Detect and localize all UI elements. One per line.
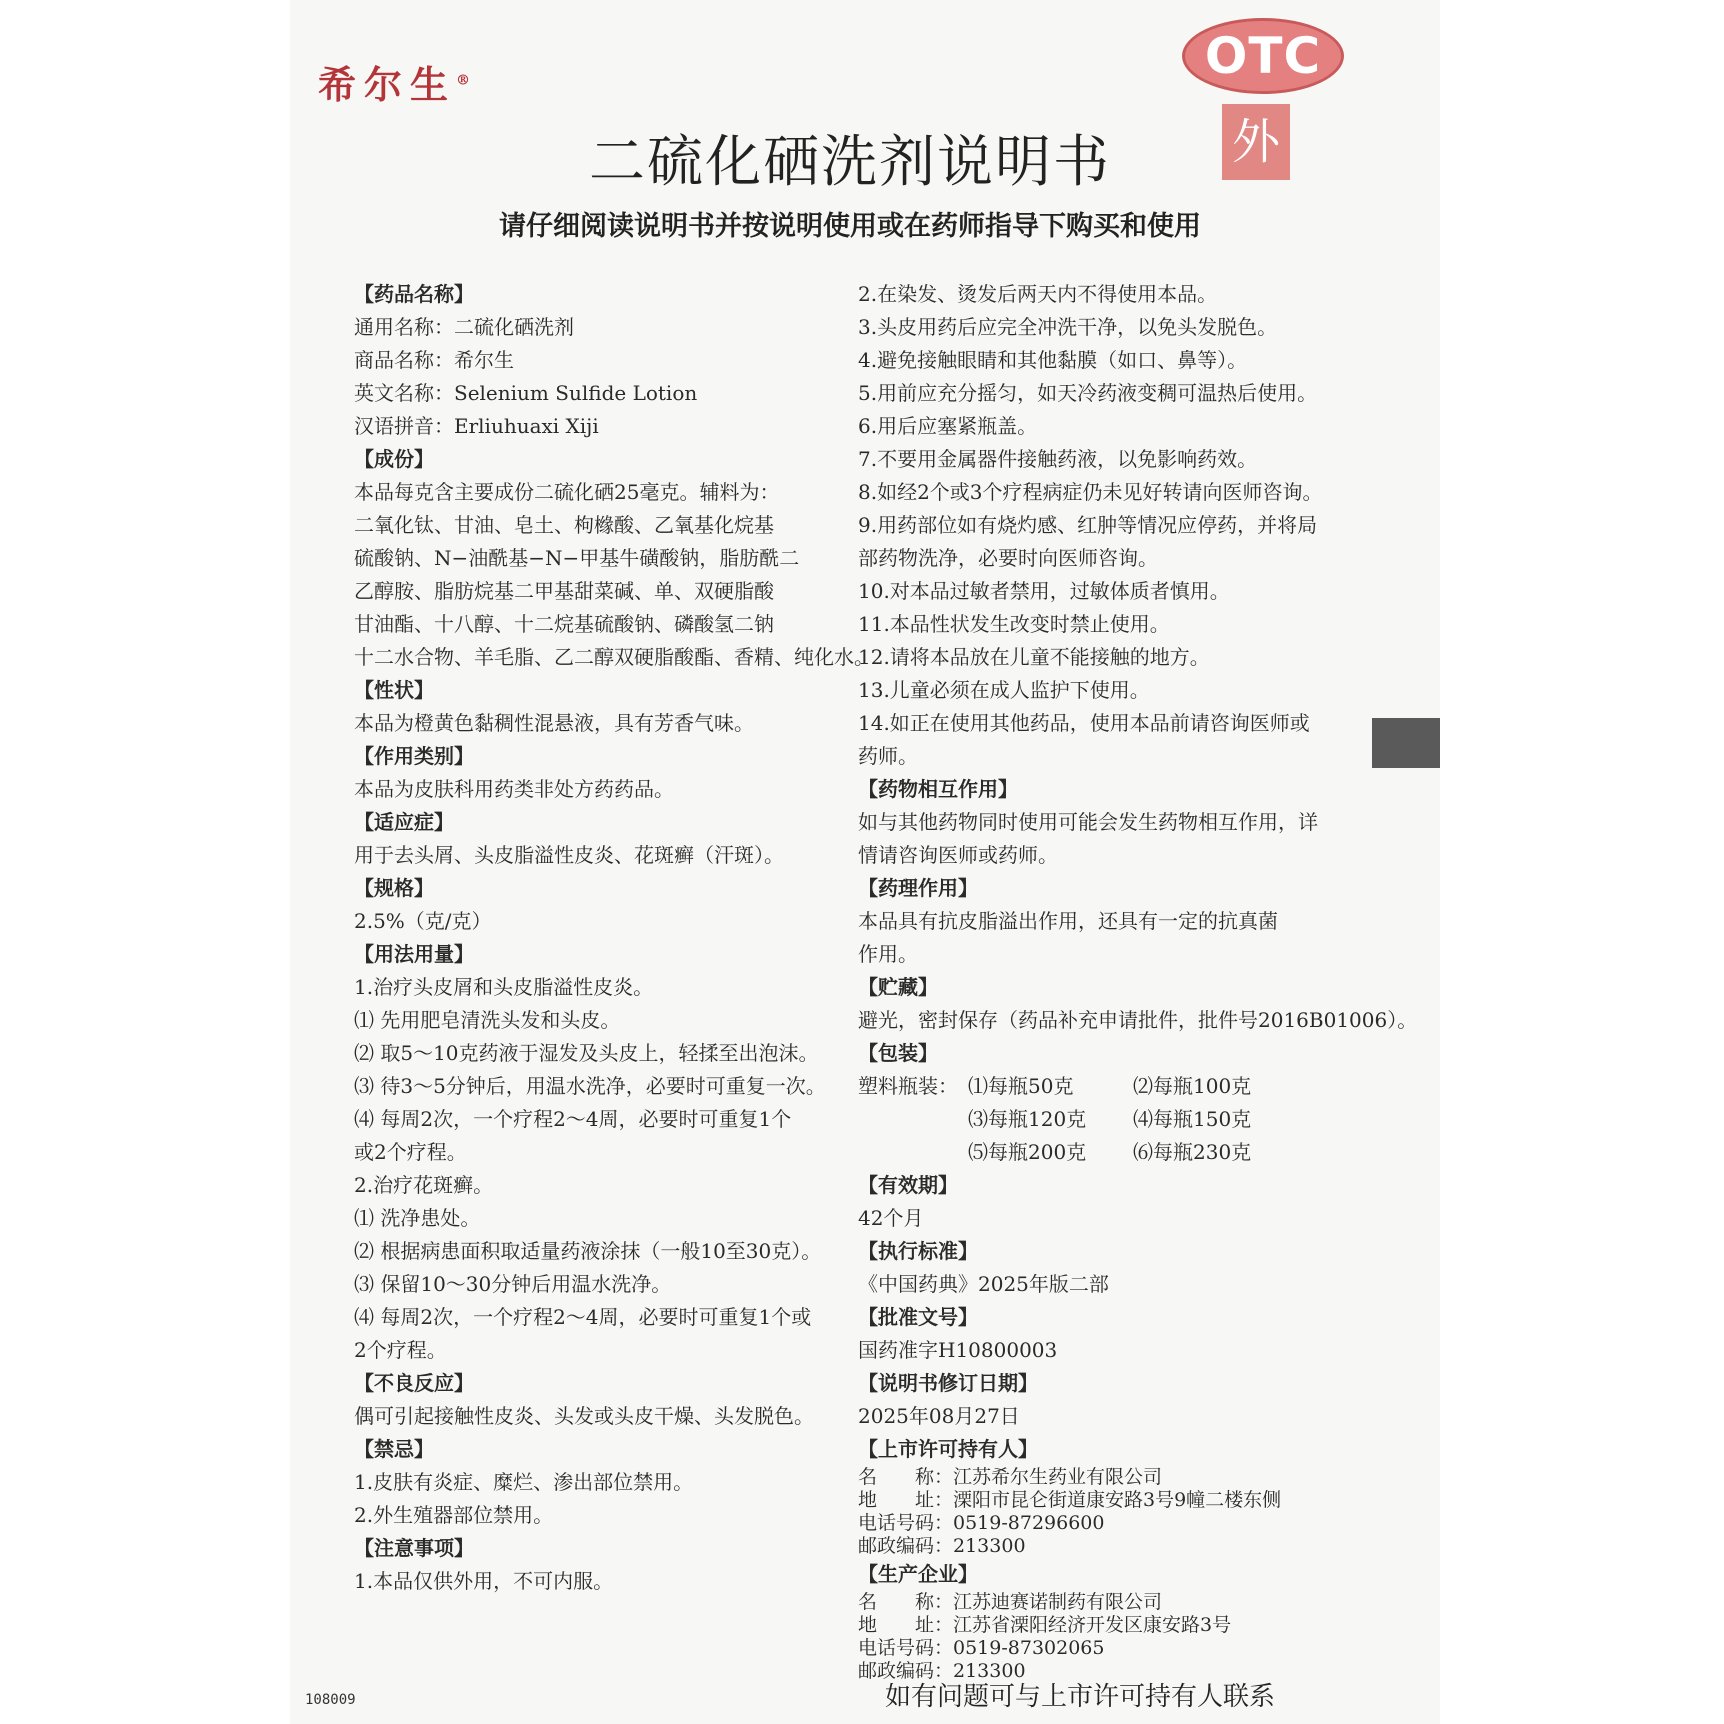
packaging-label: 塑料瓶装： — [858, 1074, 958, 1098]
text-line: 2个疗程。 — [354, 1338, 447, 1362]
section-heading: 【生产企业】 — [858, 1562, 978, 1586]
section-interaction — [858, 773, 1418, 872]
section-heading: 【上市许可持有人】 — [858, 1437, 1038, 1461]
section-heading: 【作用类别】 — [354, 744, 474, 768]
text-line: 2.5%（克/克） — [354, 909, 492, 933]
text-line: 本品每克含主要成份二硫化硒25毫克。辅料为： — [354, 480, 780, 504]
section-pharmacology — [858, 872, 1418, 971]
section-heading: 【执行标准】 — [858, 1239, 978, 1263]
text-line: 14.如正在使用其他药品，使用本品前请咨询医师或 — [858, 711, 1310, 735]
text-line: ⑷ 每周2次，一个疗程2～4周，必要时可重复1个或 — [354, 1305, 812, 1329]
text-line: 7.不要用金属器件接触药液，以免影响药效。 — [858, 447, 1258, 471]
background-left — [0, 0, 290, 1724]
text-line: 10.对本品过敏者禁用，过敏体质者慎用。 — [858, 579, 1230, 603]
section-heading: 【说明书修订日期】 — [858, 1371, 1038, 1395]
packaging-option: ⑴每瓶50克 — [968, 1074, 1074, 1098]
text-line: 国药准字H10800003 — [858, 1338, 1058, 1362]
packaging-option: ⑹每瓶230克 — [1133, 1140, 1252, 1164]
section-spec — [354, 872, 844, 938]
text-line: 如与其他药物同时使用可能会发生药物相互作用，详 — [858, 810, 1318, 834]
text-line: 2.外生殖器部位禁用。 — [354, 1503, 554, 1527]
text-line: 部药物洗净，必要时向医师咨询。 — [858, 546, 1158, 570]
left-column — [354, 278, 874, 1598]
packaging-option: ⑷每瓶150克 — [1133, 1107, 1252, 1131]
text-line: 二氧化钛、甘油、皂土、枸橼酸、乙氧基化烷基 — [354, 513, 774, 537]
packaging-row — [858, 1070, 1418, 1103]
text-line: 1.皮肤有炎症、糜烂、渗出部位禁用。 — [354, 1470, 694, 1494]
text-line: 名 称：江苏希尔生药业有限公司 — [858, 1466, 1163, 1488]
section-contraindications — [354, 1433, 844, 1532]
brand-logo: 希尔生® — [318, 62, 471, 107]
text-line: 4.避免接触眼睛和其他黏膜（如口、鼻等）。 — [858, 348, 1248, 372]
text-line: ⑷ 每周2次，一个疗程2～4周，必要时可重复1个 — [354, 1107, 792, 1131]
section-heading: 【药物相互作用】 — [858, 777, 1018, 801]
text-line: 作用。 — [858, 942, 918, 966]
text-line: 本品为橙黄色黏稠性混悬液，具有芳香气味。 — [354, 711, 754, 735]
text-line: 9.用药部位如有烧灼感、红肿等情况应停药，并将局 — [858, 513, 1318, 537]
document-title: 二硫化硒洗剂说明书 — [589, 130, 1111, 195]
text-line: 地 址：江苏省溧阳经济开发区康安路3号 — [858, 1614, 1232, 1636]
contact-footer: 如有问题可与上市许可持有人联系 — [884, 1682, 1275, 1712]
section-usage — [354, 938, 844, 1367]
text-line: 或2个疗程。 — [354, 1140, 467, 1164]
section-holder — [858, 1433, 1418, 1558]
text-line: 偶可引起接触性皮炎、头发或头皮干燥、头发脱色。 — [354, 1404, 814, 1428]
section-manufacturer — [858, 1558, 1418, 1683]
section-category — [354, 740, 844, 806]
section-heading: 【禁忌】 — [354, 1437, 434, 1461]
section-heading: 【有效期】 — [858, 1173, 958, 1197]
text-line: ⑵ 取5～10克药液于湿发及头皮上，轻揉至出泡沫。 — [354, 1041, 819, 1065]
right-column — [858, 278, 1418, 1683]
packaging-row — [858, 1136, 1418, 1169]
section-heading: 【包装】 — [858, 1041, 938, 1065]
section-packaging — [858, 1037, 1418, 1169]
section-heading: 【性状】 — [354, 678, 434, 702]
text-line: 13.儿童必须在成人监护下使用。 — [858, 678, 1150, 702]
section-storage — [858, 971, 1418, 1037]
section-heading: 【用法用量】 — [354, 942, 474, 966]
text-line: 2.治疗花斑癣。 — [354, 1173, 494, 1197]
text-line: 电话号码：0519-87302065 — [858, 1637, 1105, 1659]
section-cautions — [354, 1532, 844, 1598]
text-line: 2.在染发、烫发后两天内不得使用本品。 — [858, 282, 1218, 306]
section-approval — [858, 1301, 1418, 1367]
section-validity — [858, 1169, 1418, 1235]
text-line: 2025年08月27日 — [858, 1404, 1020, 1428]
section-character — [354, 674, 844, 740]
text-line: 6.用后应塞紧瓶盖。 — [858, 414, 1038, 438]
section-drug-name — [354, 278, 844, 443]
text-line: ⑶ 保留10～30分钟后用温水洗净。 — [354, 1272, 672, 1296]
text-line: 名 称：江苏迪赛诺制药有限公司 — [858, 1591, 1163, 1613]
section-heading: 【不良反应】 — [354, 1371, 474, 1395]
text-line: 情请咨询医师或药师。 — [858, 843, 1058, 867]
section-heading: 【药理作用】 — [858, 876, 978, 900]
text-line: 十二水合物、羊毛脂、乙二醇双硬脂酸酯、香精、纯化水。 — [354, 645, 874, 669]
text-line: 12.请将本品放在儿童不能接触的地方。 — [858, 645, 1210, 669]
text-line: 甘油酯、十八醇、十二烷基硫酸钠、磷酸氢二钠 — [354, 612, 774, 636]
text-line: 邮政编码：213300 — [858, 1660, 1026, 1682]
packaging-option: ⑸每瓶200克 — [968, 1140, 1087, 1164]
text-line: 英文名称：Selenium Sulfide Lotion — [354, 381, 698, 405]
background-right — [1440, 0, 1724, 1724]
text-line: 本品具有抗皮脂溢出作用，还具有一定的抗真菌 — [858, 909, 1278, 933]
text-line: 汉语拼音：Erliuhuaxi Xiji — [354, 414, 599, 438]
section-heading: 【批准文号】 — [858, 1305, 978, 1329]
section-cautions-continued — [858, 278, 1418, 773]
text-line: 地 址：溧阳市昆仑街道康安路3号9幢二楼东侧 — [858, 1489, 1282, 1511]
text-line: 商品名称：希尔生 — [354, 348, 514, 372]
text-line: 邮政编码：213300 — [858, 1535, 1026, 1557]
section-heading: 【注意事项】 — [354, 1536, 474, 1560]
packaging-row — [858, 1103, 1418, 1136]
text-line: 8.如经2个或3个疗程病症仍未见好转请向医师咨询。 — [858, 480, 1323, 504]
section-heading: 【成份】 — [354, 447, 434, 471]
section-heading: 【药品名称】 — [354, 282, 474, 306]
section-indications — [354, 806, 844, 872]
print-code: 108009 — [305, 1692, 356, 1708]
text-line: 电话号码：0519-87296600 — [858, 1512, 1105, 1534]
text-line: 通用名称：二硫化硒洗剂 — [354, 315, 574, 339]
text-line: 42个月 — [858, 1206, 924, 1230]
text-line: 《中国药典》2025年版二部 — [858, 1272, 1109, 1296]
text-line: 乙醇胺、脂肪烷基二甲基甜菜碱、单、双硬脂酸 — [354, 579, 774, 603]
text-line: 本品为皮肤科用药类非处方药药品。 — [354, 777, 674, 801]
section-ingredients — [354, 443, 874, 674]
section-standard — [858, 1235, 1418, 1301]
text-line: ⑵ 根据病患面积取适量药液涂抹（一般10至30克）。 — [354, 1239, 822, 1263]
text-line: 避光，密封保存（药品补充申请批件，批件号2016B01006）。 — [858, 1008, 1418, 1032]
section-revision — [858, 1367, 1418, 1433]
otc-badge: OTC — [1182, 18, 1344, 94]
text-line: 药师。 — [858, 744, 918, 768]
section-adverse — [354, 1367, 844, 1433]
section-heading: 【贮藏】 — [858, 975, 938, 999]
external-use-badge: 外 — [1222, 104, 1290, 180]
text-line: 硫酸钠、N−油酰基−N−甲基牛磺酸钠，脂肪酰二 — [354, 546, 800, 570]
text-line: ⑴ 洗净患处。 — [354, 1206, 481, 1230]
text-line: 用于去头屑、头皮脂溢性皮炎、花斑癣（汗斑）。 — [354, 843, 784, 867]
text-line: ⑴ 先用肥皂清洗头发和头皮。 — [354, 1008, 621, 1032]
text-line: 5.用前应充分摇匀，如天冷药液变稠可温热后使用。 — [858, 381, 1318, 405]
text-line: 3.头皮用药后应完全冲洗干净，以免头发脱色。 — [858, 315, 1278, 339]
text-line: 1.治疗头皮屑和头皮脂溢性皮炎。 — [354, 975, 654, 999]
text-line: 11.本品性状发生改变时禁止使用。 — [858, 612, 1170, 636]
text-line: ⑶ 待3～5分钟后，用温水洗净，必要时可重复一次。 — [354, 1074, 826, 1098]
packaging-option: ⑶每瓶120克 — [968, 1107, 1087, 1131]
reading-notice: 请仔细阅读说明书并按说明使用或在药师指导下购买和使用 — [499, 211, 1201, 242]
section-heading: 【规格】 — [354, 876, 434, 900]
section-heading: 【适应症】 — [354, 810, 454, 834]
packaging-option: ⑵每瓶100克 — [1133, 1074, 1252, 1098]
text-line: 1.本品仅供外用，不可内服。 — [354, 1569, 614, 1593]
